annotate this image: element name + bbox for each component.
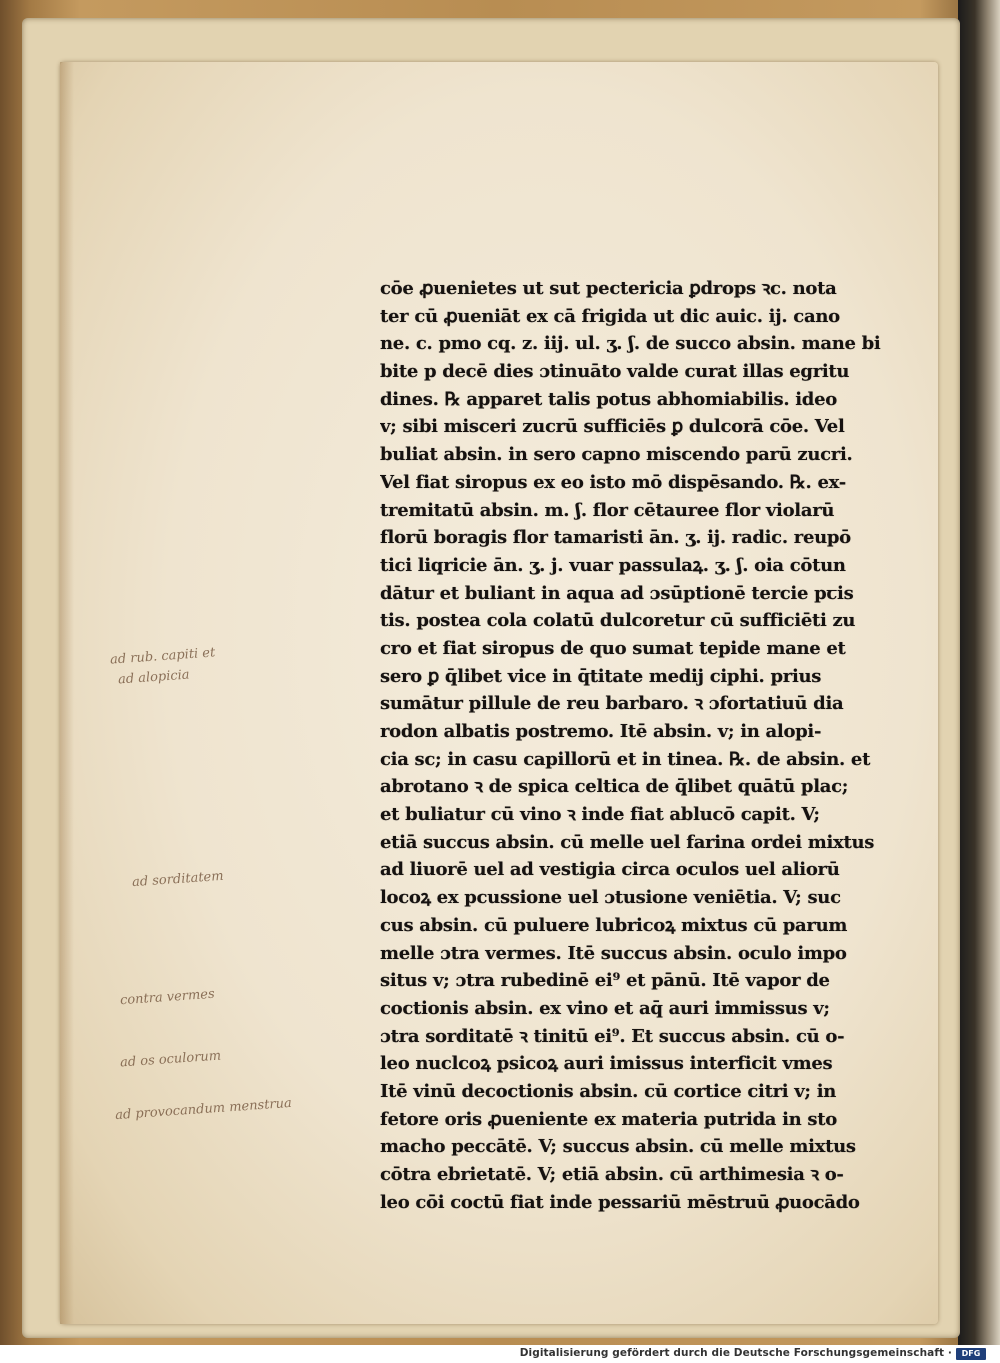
text-line: sumātur pillule de reu barbaro. ꝛ ɔfortatiuū dia [380,693,844,715]
marginal-note: ad rub. capiti et [109,645,216,668]
text-line: leo nuclcoꝝ psicoꝝ auri imissus interficit vmes [380,1053,833,1075]
footer-bar [0,1345,1000,1363]
digitization-credit: Digitalisierung gefördert durch die Deutsche Forschungsgemeinschaft · [519,1347,952,1359]
text-line: cro et fiat siropus de quo sumat tepide mane et [380,637,846,659]
text-line: macho peccātē. V; succus absin. cū melle mixtus [380,1136,856,1158]
marginal-note: ad sorditatem [131,868,225,891]
text-line: sero ꝑ q̄libet vice in q̄titate medij ciphi. prius [380,665,822,687]
text-line: ne. c. pmo cq. z. iij. ul. ʒ. ʃ. de succo absin. mane bi [380,333,881,355]
scan-background-edge [958,0,1000,1345]
text-line: cōtra ebrietatē. V; etiā absin. cū arthimesia ꝛ o- [380,1164,844,1185]
text-line: florū boragis flor tamaristi ān. ʒ. ij. radic. reupō [380,527,851,549]
text-line: et buliatur cū vino ꝛ inde fiat ablucō capit. V; [380,804,820,826]
text-line: melle ɔtra vermes. Itē succus absin. oculo impo [380,942,847,964]
text-line: fetore oris ꝓueniente ex materia putrida in sto [380,1108,837,1130]
text-line: abrotano ꝛ de spica celtica de q̄libet quātū plac; [380,776,849,798]
text-line: rodon albatis postremo. Itē absin. v; in alopi- [380,721,822,742]
text-line: v; sibi misceri zucrū sufficiēs ꝑ dulcorā cōe. Vel [380,416,845,438]
text-line: buliat absin. in sero capno miscendo parū zucri. [380,444,853,466]
dfg-logo: DFG [956,1348,986,1360]
text-line: ɔtra sorditatē ꝛ tinitū ei⁹. Et succus absin. cū o- [380,1025,845,1047]
text-line: coctionis absin. ex vino et aq̄ auri immissus v; [380,997,830,1019]
text-line: leo cōi coctū fiat inde pessariū mēstruū ꝓuocādo [380,1191,860,1213]
marginal-note: ad os oculorum [119,1048,222,1071]
text-line: cia sc; in casu capillorū et in tinea. ℞. de absin. et [380,748,871,770]
text-line: cōe ꝓuenietes ut sut pectericia ꝑdrops ꝛc. nota [380,278,837,299]
text-line: tis. postea cola colatū dulcoretur cū sufficiēti zu [380,610,856,632]
text-line: locoꝝ ex pcussione uel ɔtusione veniētia. V; suc [380,887,841,909]
text-line: dines. ℞ apparet talis potus abhomiabilis. ideo [380,388,837,410]
text-line: situs v; ɔtra rubedinē ei⁹ et pānū. Itē vapor de [380,970,830,992]
text-line: bite p decē dies ɔtinuāto valde curat illas egritu [380,361,850,383]
text-line: cus absin. cū puluere lubricoꝝ mixtus cū parum [380,914,848,936]
text-line: ad liuorē uel ad vestigia circa oculos uel aliorū [380,859,840,881]
marginal-note: ad provocandum menstrua [114,1095,293,1124]
marginal-note: contra vermes [119,986,216,1009]
text-line: Itē vinū decoctionis absin. cū cortice citri v; in [380,1080,837,1102]
book-page [60,62,938,1324]
text-line: ter cū ꝓueniāt ex cā frigida ut dic auic. ij. cano [380,305,840,327]
text-line: tremitatū absin. m. ʃ. flor cētauree flor violarū [380,499,835,521]
text-line: dātur et buliant in aqua ad ɔsūptionē tercie pꞇis [380,582,854,604]
text-line: tici liqricie ān. ʒ. j. vuar passulaꝝ. ʒ. ʃ. oia cōtun [380,554,846,576]
text-line: Vel fiat siropus ex eo isto mō dispēsando. ℞. ex- [380,471,846,493]
printed-text-column [380,275,900,1216]
marginal-note: ad alopicia [117,667,191,688]
text-line: etiā succus absin. cū melle uel farina ordei mixtus [380,831,875,853]
